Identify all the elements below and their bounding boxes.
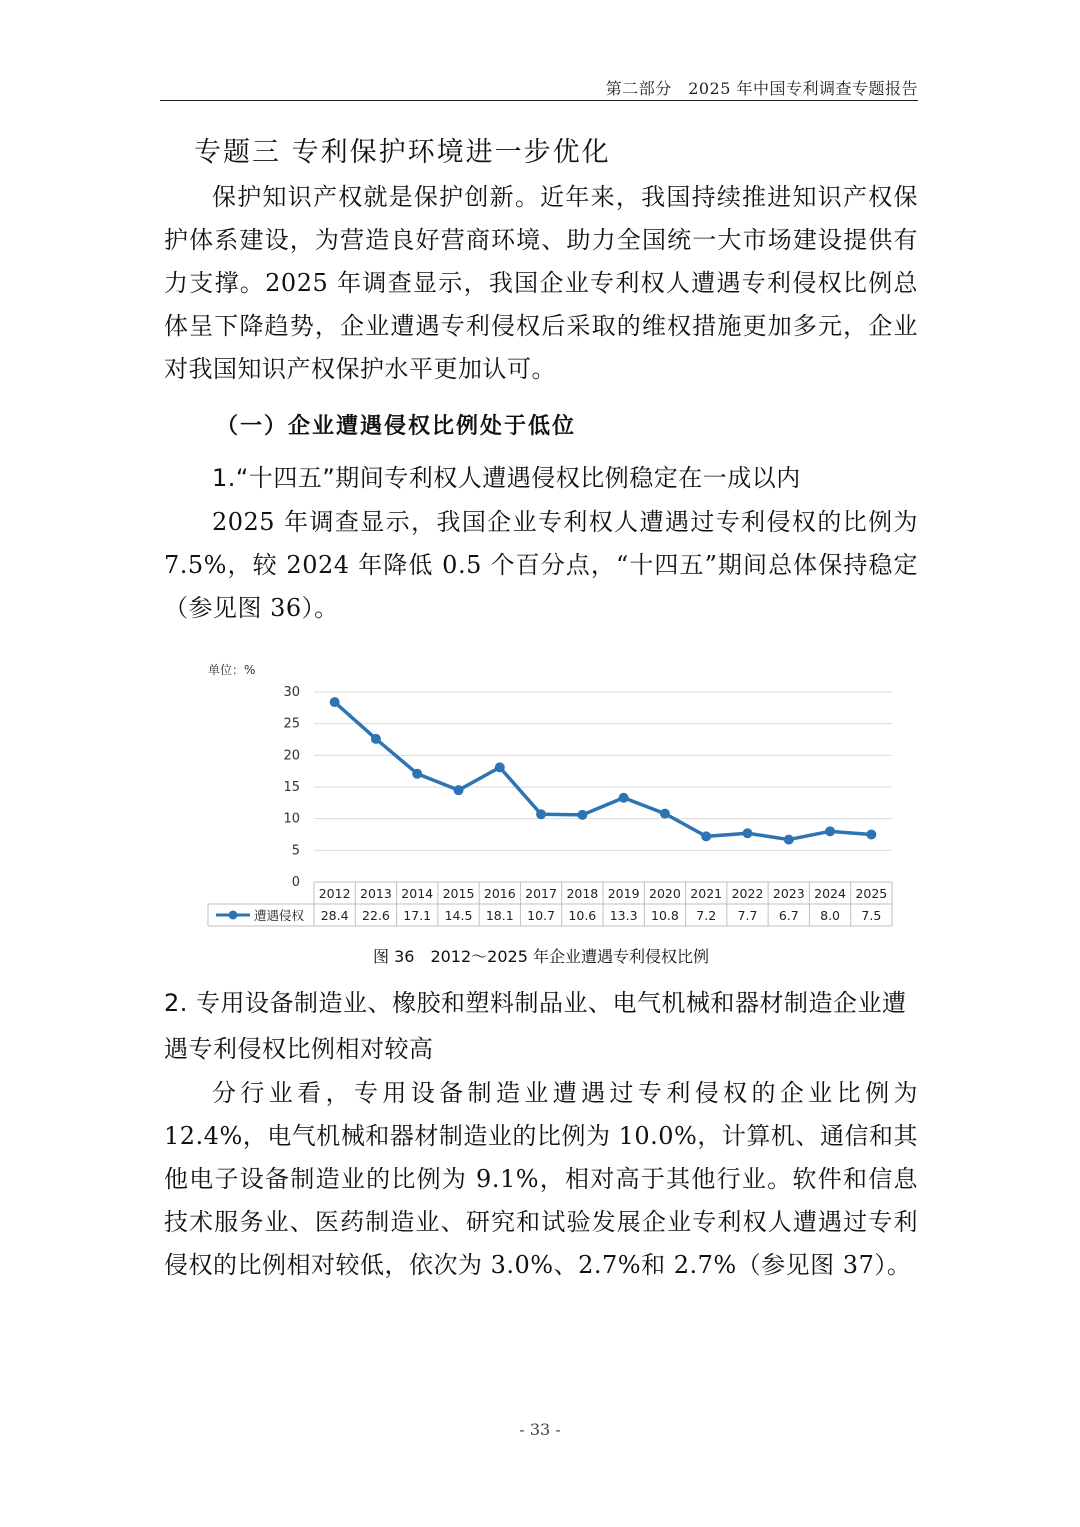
data-label: 10.7: [527, 908, 555, 923]
x-tick-label: 2012: [318, 886, 351, 901]
header-text: 第二部分 2025 年中国专利调查专题报告: [605, 79, 918, 98]
data-point: [743, 828, 753, 838]
data-label: 18.1: [485, 908, 514, 923]
data-point: [371, 734, 381, 744]
data-point: [495, 762, 505, 772]
data-point: [660, 809, 670, 819]
point2-title: 2. 专用设备制造业、橡胶和塑料制品业、电气机械和器材制造企业遭遇专利侵权比例相对较高: [164, 989, 907, 1063]
data-label: 17.1: [403, 908, 432, 923]
section-title: 专题三 专利保护环境进一步优化: [194, 137, 611, 168]
intro-paragraph: 保护知识产权就是保护创新。近年来，我国持续推进知识产权保护体系建设，为营造良好营商环境、助力全国统一大市场建设提供有力支撑。2025 年调查显示，我国企业专利权人遭遇专利侵权比例总体呈下降趋势，企业遭遇专利侵权后采取的维权措施更加多元，企业对我国知识产权保护水平更加认可。: [164, 183, 918, 383]
x-tick-label: 2019: [607, 886, 640, 901]
x-tick-label: 2018: [566, 886, 599, 901]
data-label: 6.7: [778, 908, 799, 923]
data-label: 13.3: [609, 908, 638, 923]
y-tick-label: 25: [283, 716, 300, 732]
y-tick-label: 5: [291, 843, 300, 859]
x-tick-label: 2014: [401, 886, 434, 901]
y-tick-label: 20: [283, 748, 300, 764]
page-number: - 33 -: [519, 1420, 561, 1439]
point2-paragraph: 分行业看，专用设备制造业遭遇过专利侵权的企业比例为 12.4%，电气机械和器材制造业的比例为 10.0%，计算机、通信和其他电子设备制造业的比例为 9.1%，相对高于其他行业。软件和信息技术服务业、医药制造业、研究和试验发展企业专利权人遭遇过专利侵权的比例相对较低，依次为 3.0%、2.7%和 2.7%（参见图 37）。: [164, 1079, 918, 1279]
data-label: 7.5: [861, 908, 882, 923]
legend-label: 遭遇侵权: [254, 908, 305, 923]
data-label: 10.6: [568, 908, 597, 923]
x-tick-label: 2020: [649, 886, 681, 901]
figure-caption: 图 36 2012～2025 年企业遭遇专利侵权比例: [373, 947, 709, 966]
y-tick-label: 0: [291, 875, 300, 890]
data-label: 8.0: [820, 908, 841, 923]
y-tick-label: 15: [283, 780, 300, 795]
y-tick-label: 30: [283, 685, 300, 700]
chart-svg: [164, 648, 918, 938]
x-tick-label: 2015: [442, 886, 475, 901]
data-label: 7.7: [737, 908, 758, 923]
point1-paragraph: 2025 年调查显示，我国企业专利权人遭遇过专利侵权的比例为 7.5%，较 2024 年降低 0.5 个百分点，“十四五”期间总体保持稳定（参见图 36）。: [164, 508, 918, 622]
page-content: [164, 130, 918, 1287]
data-label: 10.8: [651, 908, 679, 923]
subsection-title: （一）企业遭遇侵权比例处于低位: [216, 414, 577, 439]
x-tick-label: 2023: [772, 886, 805, 901]
x-tick-label: 2016: [483, 886, 516, 901]
legend-marker: [229, 911, 238, 920]
data-point: [825, 826, 835, 836]
line-chart: [164, 648, 918, 938]
data-point: [412, 769, 422, 779]
point1-title: 1.“十四五”期间专利权人遭遇侵权比例稳定在一成以内: [212, 464, 801, 492]
data-point: [330, 697, 340, 707]
x-tick-label: 2017: [525, 886, 557, 901]
data-label: 14.5: [444, 908, 473, 923]
data-point: [701, 831, 711, 841]
y-tick-label: 10: [283, 811, 300, 827]
data-point: [577, 810, 587, 820]
data-point: [866, 830, 876, 840]
x-tick-label: 2022: [731, 886, 764, 901]
data-label: 22.6: [362, 908, 390, 923]
data-label: 28.4: [320, 908, 349, 923]
data-point: [454, 785, 464, 795]
data-label: 7.2: [696, 908, 717, 923]
data-point: [619, 793, 629, 803]
page-header: [160, 74, 918, 101]
data-point: [536, 809, 546, 819]
unit-label: 单位：%: [208, 663, 256, 677]
x-tick-label: 2021: [690, 886, 723, 901]
x-tick-label: 2025: [855, 886, 888, 901]
x-tick-label: 2024: [814, 886, 846, 901]
x-tick-label: 2013: [360, 886, 392, 901]
data-point: [784, 835, 794, 845]
